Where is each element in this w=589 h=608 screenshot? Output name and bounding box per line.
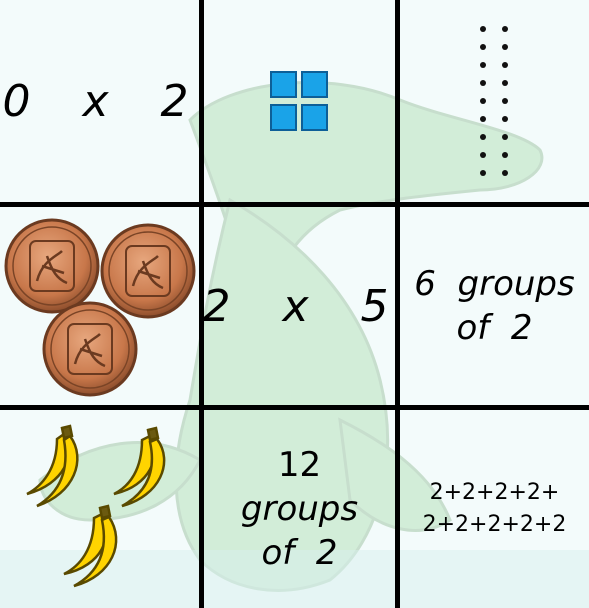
groups-text-line: of 2 bbox=[456, 308, 533, 348]
three-pennies-icon bbox=[2, 211, 198, 401]
groups-text-line: of 2 bbox=[261, 533, 338, 573]
three-banana-bunches-icon bbox=[2, 414, 198, 604]
repeated-addition-line: 2+2+2+2+ bbox=[429, 480, 560, 505]
card-r1c2[interactable] bbox=[204, 0, 395, 202]
card-r2c3[interactable] bbox=[400, 207, 589, 405]
multiplication-text: 0 x 2 bbox=[2, 75, 197, 127]
multiplication-text: 2 x 5 bbox=[202, 280, 397, 332]
four-blue-squares-icon bbox=[270, 71, 330, 131]
groups-text-line: 12 bbox=[277, 445, 322, 485]
card-r1c3[interactable] bbox=[400, 0, 589, 202]
card-r2c1[interactable] bbox=[0, 207, 199, 405]
card-r3c3[interactable] bbox=[400, 410, 589, 608]
card-r1c1[interactable] bbox=[0, 0, 199, 202]
groups-text-line: 6 groups bbox=[414, 264, 575, 304]
repeated-addition-line: 2+2+2+2+2 bbox=[422, 512, 567, 537]
card-r3c2[interactable] bbox=[204, 410, 395, 608]
card-r3c1[interactable] bbox=[0, 410, 199, 608]
dot-array-icon bbox=[480, 26, 510, 176]
card-r2c2[interactable] bbox=[204, 207, 395, 405]
groups-text-line: groups bbox=[240, 489, 359, 529]
